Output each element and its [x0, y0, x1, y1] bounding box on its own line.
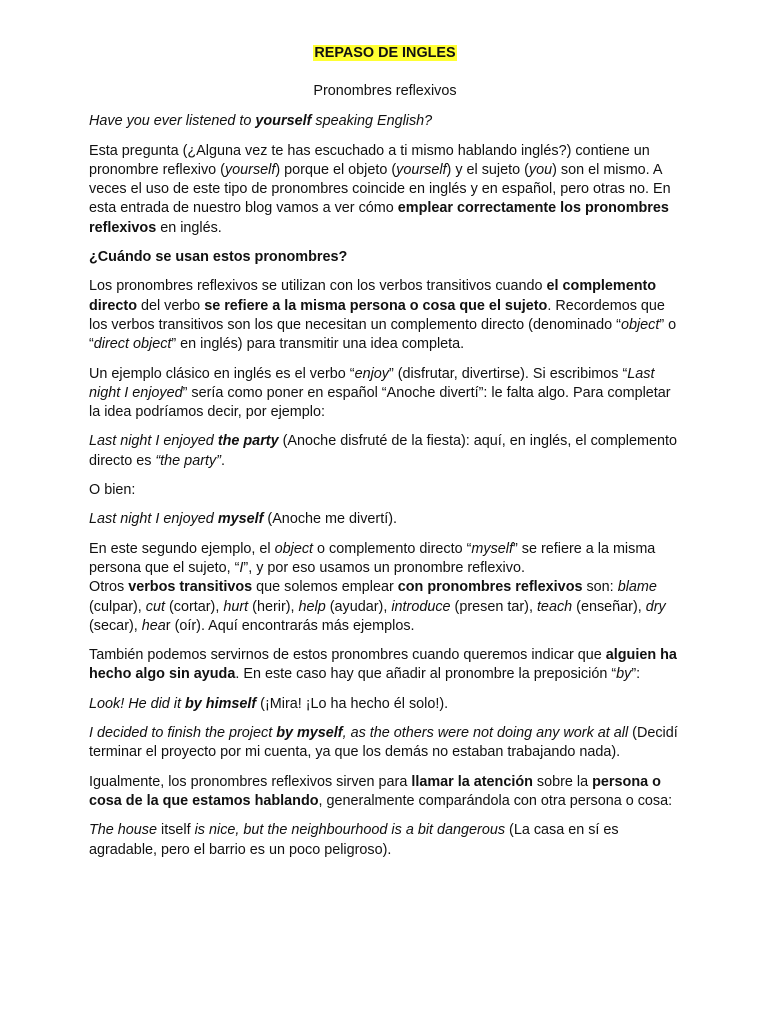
text-run-italic: teach: [536, 598, 573, 615]
text-run-italic: you: [528, 161, 553, 178]
text-run-bold: by himself: [185, 695, 257, 712]
text-run-italic: introduce: [391, 598, 451, 615]
text-run-bold: the party: [217, 433, 279, 450]
text-run-italic: dry: [645, 598, 666, 615]
paragraph-example-project: [89, 724, 681, 763]
text-run: (Anoche disfruté de la fiesta): aquí, en inglés, el complemento directo es: [89, 433, 677, 469]
text-run-bold: myself: [217, 511, 264, 528]
text-run: (herir),: [248, 598, 299, 615]
text-run: Otros: [89, 579, 129, 596]
text-run-italic: object: [274, 540, 314, 557]
text-run: (ayudar),: [325, 598, 392, 615]
text-run-italic: is nice, but the neighbourhood is a bit dangerous: [194, 822, 506, 839]
paragraph-enjoy: [89, 365, 681, 423]
text-run-italic: enjoy: [354, 365, 389, 382]
text-run: ”, y por eso usamos un pronombre reflexivo.: [243, 559, 525, 576]
text-run-italic: yourself: [396, 161, 447, 178]
text-run-bold: emplear correctamente los pronombres reflexivos: [89, 200, 669, 236]
text-run: (presen tar),: [450, 598, 537, 615]
text-run-italic: , as the others were not doing any work at all: [342, 725, 629, 742]
text-run-italic: by: [616, 666, 632, 683]
text-run: Los pronombres reflexivos se utilizan con los verbos transitivos cuando: [89, 278, 547, 295]
text-run: ”:: [631, 666, 641, 683]
text-run-italic: object: [620, 316, 660, 333]
text-run: o complemento directo “: [313, 540, 472, 557]
text-run-italic: Look! He did it: [89, 695, 185, 712]
title-row: [89, 44, 681, 64]
text-run-italic: cut: [145, 598, 165, 615]
text-run: (secar),: [89, 617, 142, 634]
paragraph-second-example: [89, 540, 681, 636]
text-run-italic: blame: [617, 579, 657, 596]
text-run: , generalmente comparándola con otra persona o cosa:: [318, 792, 673, 809]
subtitle: Pronombres reflexivos: [313, 83, 457, 99]
text-run: (culpar),: [89, 598, 146, 615]
text-run-italic: I decided to finish the project: [89, 725, 277, 742]
text-run: ) y el sujeto (: [446, 161, 529, 178]
text-run: Have you ever listened to: [89, 113, 256, 130]
paragraph-question: [89, 112, 681, 131]
text-run: ” sería como poner en español “Anoche divertí”: le falta algo. Para completar la idea podríamos decir, por ejemplo:: [89, 384, 671, 421]
text-run-bold: alguien ha hecho algo sin ayuda: [89, 647, 677, 683]
text-run: ” o “: [89, 316, 677, 353]
text-run: (Decidí terminar el proyecto por mi cuenta, ya que los demás no estaban trabajando nada).: [89, 725, 678, 761]
text-run-bold: se refiere a la misma persona o cosa que el sujeto: [204, 297, 548, 314]
text-run-bold: llamar la atención: [411, 773, 533, 790]
text-run-bold: el complemento directo: [89, 278, 657, 314]
text-run-bold: persona o cosa de la que estamos hablando: [89, 773, 661, 809]
text-run: ” en inglés) para transmitir una idea completa.: [171, 336, 465, 353]
text-run: Un ejemplo clásico en inglés es el verbo “: [89, 365, 355, 382]
paragraph-example-myself: [89, 510, 681, 529]
text-run-italic: yourself: [224, 161, 276, 178]
text-run: (Anoche me divertí).: [263, 511, 397, 528]
text-run: r (oír). Aquí encontrarás más ejemplos.: [165, 617, 415, 634]
section-heading: [89, 248, 681, 267]
text-run-italic: I: [239, 559, 244, 576]
text-run: ) porque el objeto (: [275, 161, 397, 178]
text-run-italic: Last night I enjoyed: [89, 365, 655, 401]
text-run: ) son el mismo. A veces el uso de este tipo de pronombres coincide en inglés y en español, pero otras no. En esta entrada de nuestro blog vamos a ver cómo: [89, 161, 671, 217]
text-run-italic: “the party”: [155, 452, 221, 469]
text-run: itself: [157, 822, 195, 839]
paragraph-example-party: [89, 432, 681, 471]
text-run: en inglés.: [156, 219, 222, 236]
text-run: que solemos emplear: [252, 579, 398, 596]
text-run: . En este caso hay que añadir al pronombre la preposición “: [235, 666, 617, 683]
text-run-bold: verbos transitivos: [128, 579, 253, 596]
text-run-bold: con pronombres reflexivos: [397, 579, 583, 596]
text-run: (cortar),: [164, 598, 224, 615]
paragraph-example-himself: [89, 695, 681, 714]
text-run-italic: hurt: [223, 598, 249, 615]
paragraph-intro: [89, 142, 681, 238]
text-run: También podemos servirnos de estos pronombres cuando queremos indicar que: [89, 647, 606, 664]
paragraph-example-house: [89, 821, 681, 860]
paragraph-without-help: [89, 646, 681, 685]
text-run: ” se refiere a la misma persona que el sujeto, “: [89, 540, 656, 576]
text-run: Esta pregunta (¿Alguna vez te has escuchado a ti mismo hablando inglés?) contiene un pronombre reflexivo (: [89, 142, 650, 178]
text-run-italic: The house: [89, 822, 158, 839]
text-run-italic: Last night I enjoyed: [89, 511, 218, 528]
page-title: REPASO DE INGLES: [314, 45, 456, 61]
text-run-italic: direct object: [93, 336, 172, 353]
text-run: .: [220, 452, 225, 469]
heading-text: ¿Cuándo se usan estos pronombres?: [89, 249, 348, 266]
text-run: En este segundo ejemplo, el: [89, 540, 275, 557]
paragraph-attention: [89, 773, 681, 812]
text-run-italic: hea: [141, 617, 166, 634]
text-run: (enseñar),: [572, 598, 646, 615]
text-run-italic: myself: [471, 540, 513, 557]
text-run: (¡Mira! ¡Lo ha hecho él solo!).: [256, 695, 449, 712]
text-run: del verbo: [136, 297, 205, 314]
text-run: (La casa en sí es agradable, pero el barrio es un poco peligroso).: [89, 822, 619, 858]
text-run: sobre la: [532, 773, 593, 790]
text-run: son:: [582, 579, 618, 596]
text-run: ” (disfrutar, divertirse). Si escribimos “: [388, 365, 628, 382]
text-run-bold: by myself: [276, 725, 343, 742]
text-run-bold: yourself: [255, 113, 312, 130]
paragraph-o-bien: O bien:: [89, 482, 136, 499]
text-run-italic: help: [298, 598, 326, 615]
document-body: [89, 44, 681, 870]
text-run-italic: Last night I enjoyed: [89, 433, 218, 450]
paragraph-transitive: [89, 277, 681, 354]
text-run: Igualmente, los pronombres reflexivos sirven para: [89, 773, 412, 790]
text-run: . Recordemos que los verbos transitivos son los que necesitan un complemento directo (denominado “: [89, 297, 665, 333]
text-run: speaking English?: [311, 113, 433, 130]
